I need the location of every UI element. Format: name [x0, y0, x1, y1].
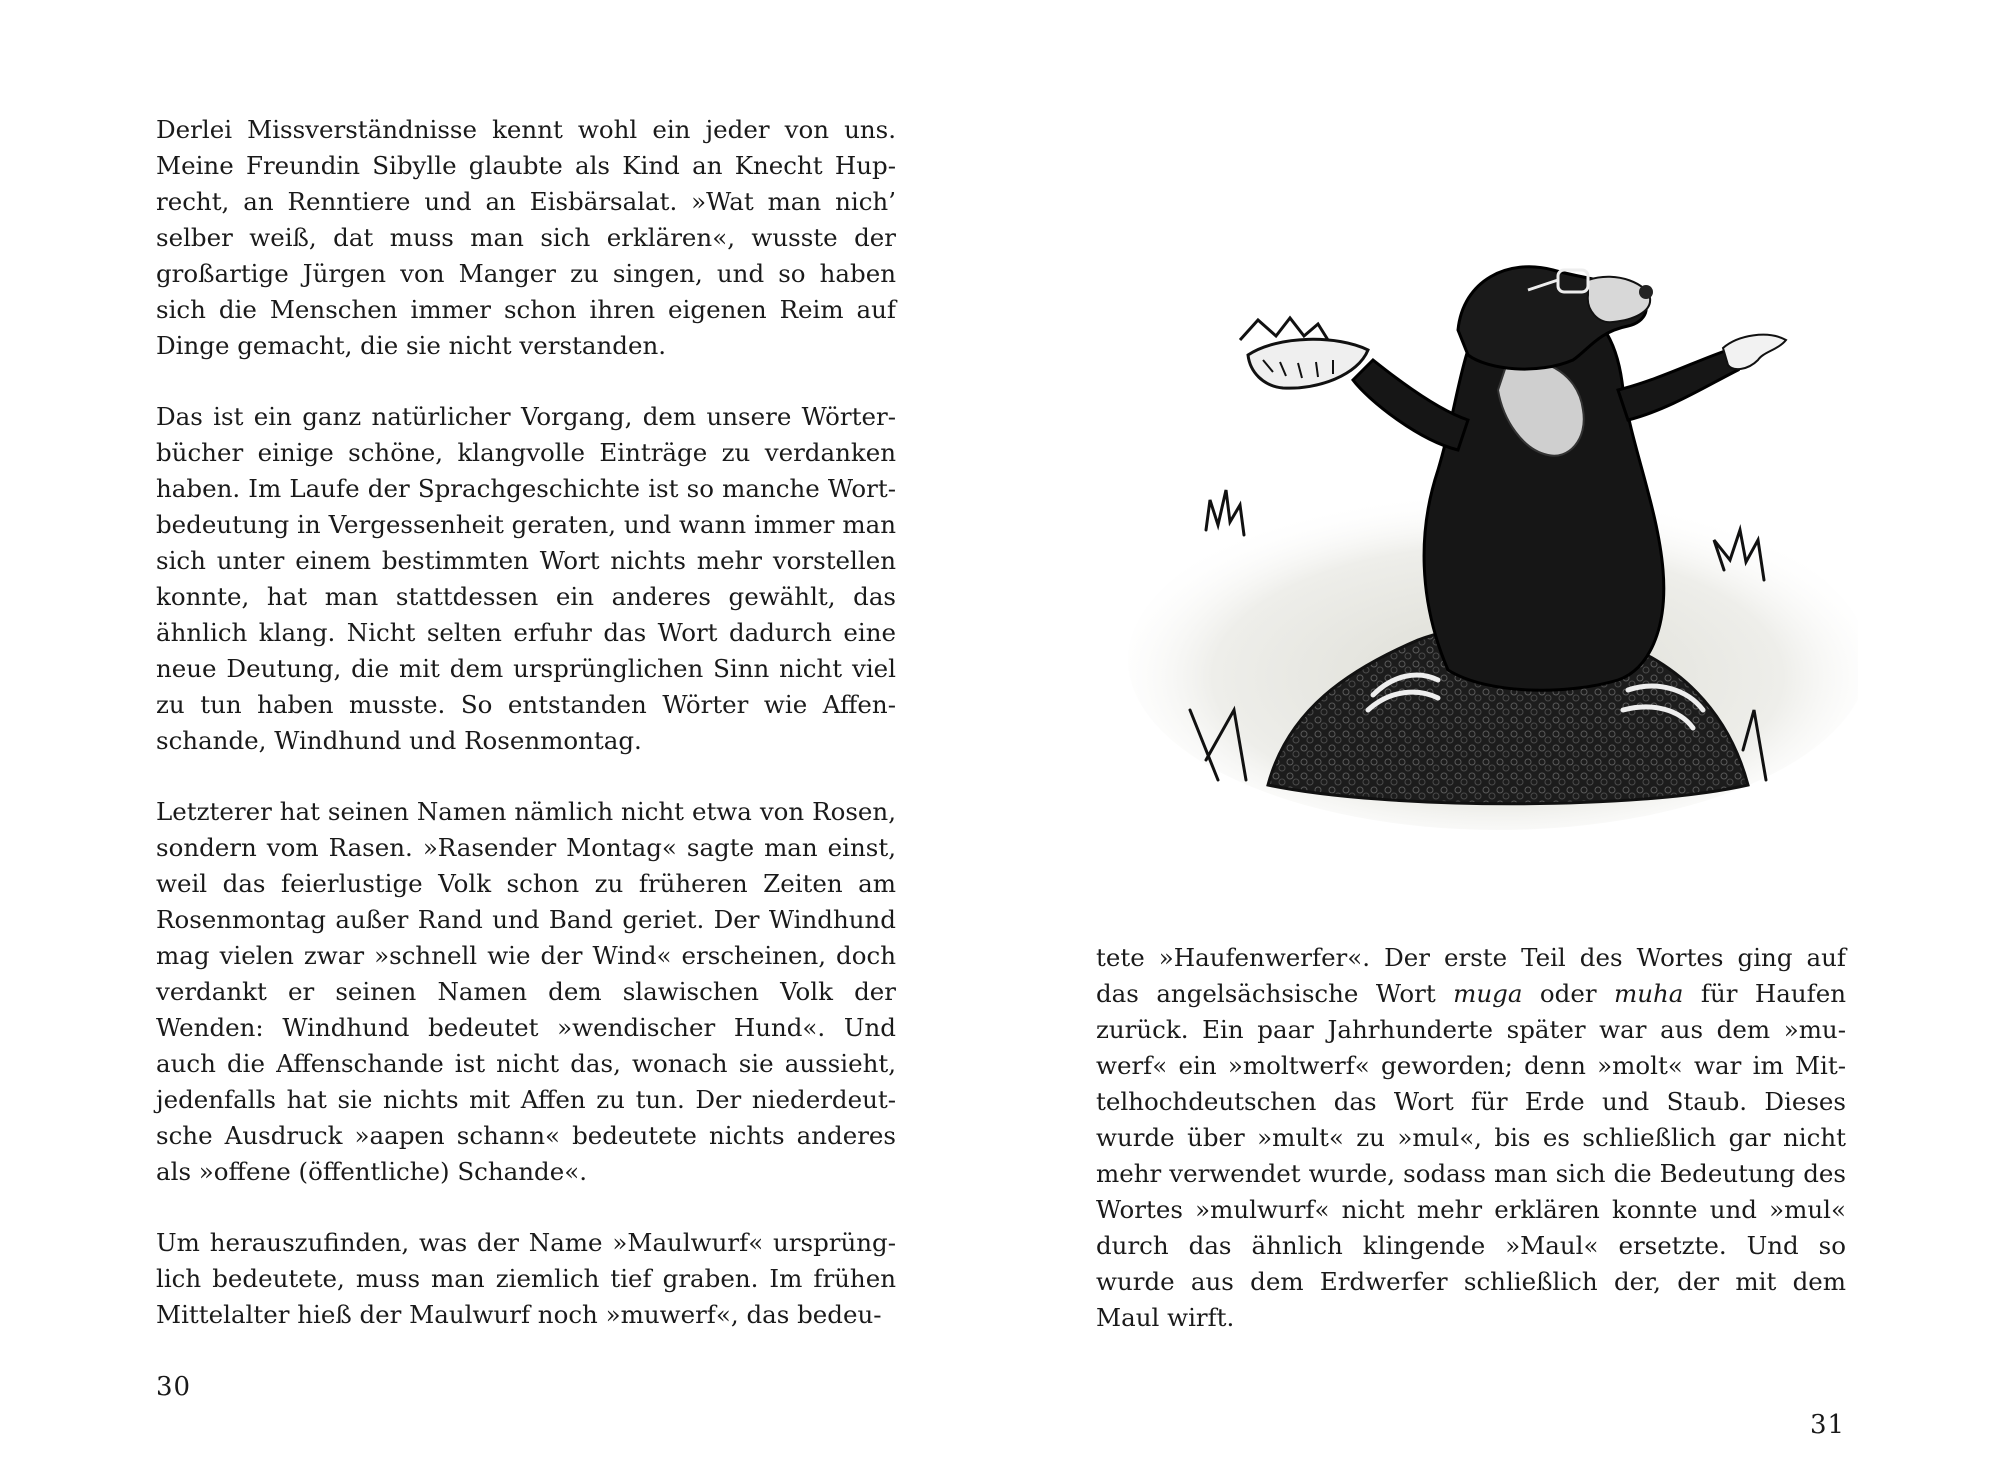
text-run: tete »Haufenwerfer«. Der erste Teil des Wortes ging auf das angelsächsische Wort — [1096, 943, 1846, 1008]
text-run: für Haufen zurück. Ein paar Jahrhunderte später war aus dem »muwerf« ein »moltwerf« geworden; denn »molt« war im Mittelhochdeutschen das Wort für Erde und Staub. Dieses wurde über »mult« zu »mul«, bis es schließlich gar nicht mehr verwendet wurde, sodass man sich die Bedeutung des Wortes »mulwurf« nicht mehr erklären konnte und »mul« durch das ähnlich klingende »Maul« ersetzte. Und so wurde aus dem Erdwerfer schließlich der, der mit dem Maul wirft. — [1096, 979, 1846, 1332]
mole-illustration — [1118, 240, 1858, 840]
paragraph: Derlei Missverständnisse kennt wohl ein jeder von uns. Meine Freundin Sibylle glaubte als Kind an Knecht Huprecht, an Renntiere und an Eisbärsalat. »Wat man nich’ selber weiß, dat muss man sich erklären«, wusste der großartige Jürgen von Manger zu singen, und so haben sich die Menschen immer schon ihren eigenen Reim auf Dinge gemacht, die sie nicht verstanden. — [156, 115, 896, 360]
left-page-text — [156, 112, 896, 1368]
mole-nose — [1639, 285, 1653, 299]
mole-drawing — [1118, 240, 1858, 840]
text-run: oder — [1522, 979, 1615, 1008]
paragraph: Das ist ein ganz natürlicher Vorgang, dem unsere Wörterbücher einige schöne, klangvolle Einträge zu verdanken haben. Im Laufe der Sprachgeschichte ist so manche Wortbedeutung in Vergessenheit geraten, und wann immer man sich unter einem bestimmten Wort nichts mehr vorstellen konnte, hat man stattdessen ein anderes gewählt, das ähnlich klang. Nicht selten erfuhr das Wort dadurch eine neue Deutung, die mit dem ursprünglichen Sinn nicht viel zu tun haben musste. So entstanden Wörter wie Affenschande, Windhund und Rosenmontag. — [156, 402, 896, 755]
mole-hand-right — [1723, 335, 1786, 369]
mole-arm-left — [1353, 360, 1468, 450]
italic-term: muga — [1453, 979, 1523, 1008]
dentures-icon — [1240, 318, 1368, 388]
right-page-text — [1096, 940, 1846, 1371]
page-number-right: 31 — [1810, 1410, 1846, 1440]
italic-term: muha — [1614, 979, 1684, 1008]
paragraph — [1096, 940, 1846, 1336]
paragraph: Letzterer hat seinen Namen nämlich nicht etwa von Rosen, sondern vom Rasen. »Rasender Montag« sagte man einst, weil das feierlustige Volk schon zu früheren Zeiten am Rosenmontag außer Rand und Band geriet. Der Windhund mag vielen zwar »schnell wie der Wind« erscheinen, doch verdankt er seinen Namen dem slawischen Volk der Wenden: Windhund bedeutet »wendischer Hund«. Und auch die Affenschande ist nicht das, wonach sie aussieht, jedenfalls hat sie nichts mit Affen zu tun. Der niederdeutsche Ausdruck »aapen schann« bedeutete nichts anderes als »offene (öffentliche) Schande«. — [156, 797, 896, 1186]
right-page — [1000, 0, 2000, 1480]
paragraph: Um herauszufinden, was der Name »Maulwurf« ursprünglich bedeutete, muss man ziemlich tief graben. Im frühen Mittelalter hieß der Maulwurf noch »muwerf«, das bedeu- — [156, 1228, 896, 1329]
page-number-left: 30 — [156, 1372, 192, 1402]
mole-arm-right — [1618, 350, 1738, 420]
